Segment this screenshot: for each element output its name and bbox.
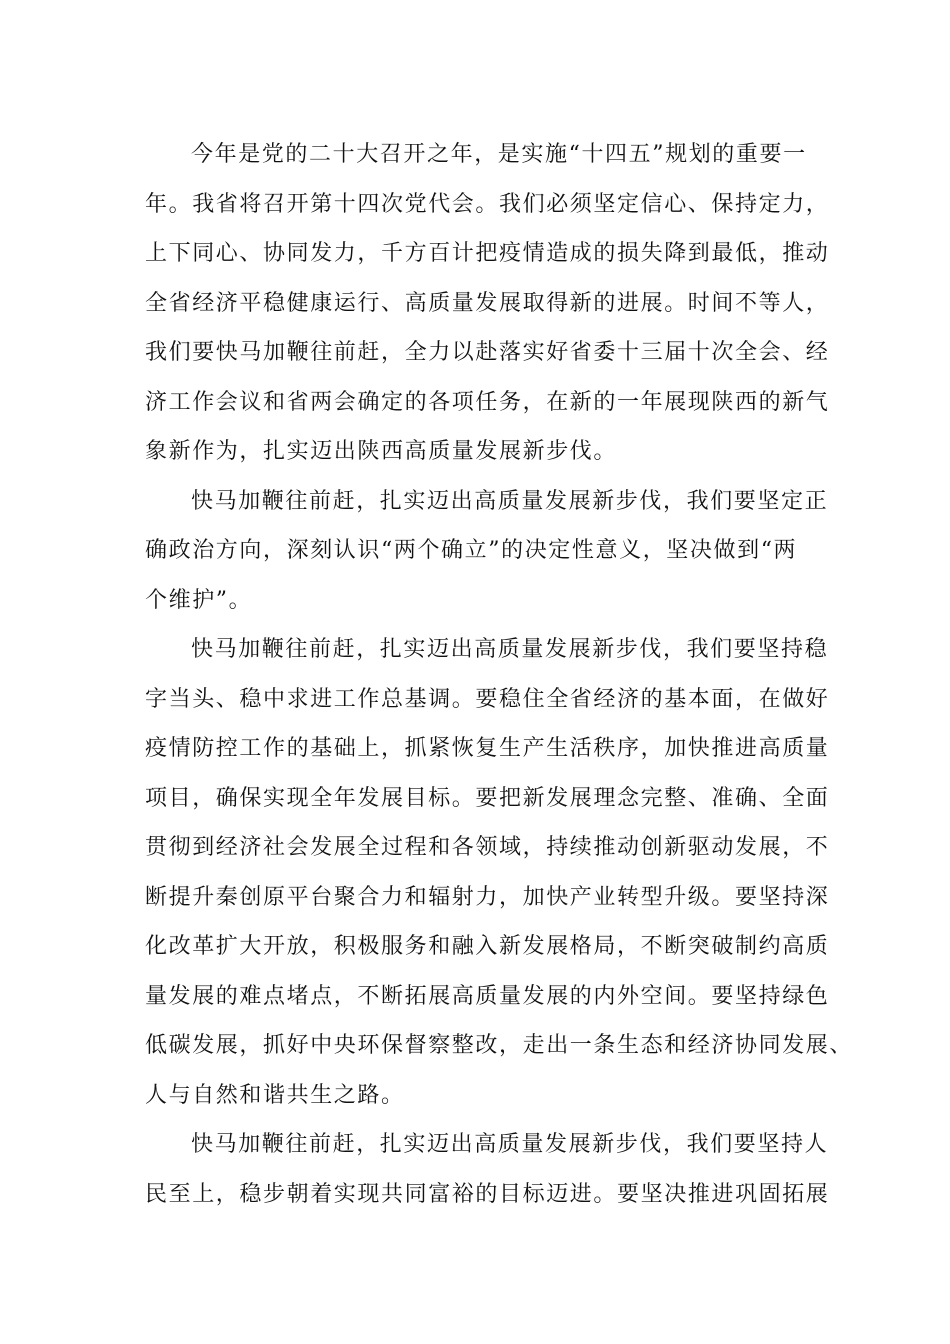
paragraph-line: 字当头、稳中求进工作总基调。要稳住全省经济的基本面，在做好: [145, 686, 830, 712]
paragraph-line: 人与自然和谐共生之路。: [145, 1082, 405, 1108]
paragraph-line: 贯彻到经济社会发展全过程和各领域，持续推动创新驱动发展，不: [145, 835, 830, 860]
paragraph-line: 量发展的难点堵点，不断拓展高质量发展的内外空间。要坚持绿色: [145, 983, 830, 1009]
paragraph-line: 年。我省将召开第十四次党代会。我们必须坚定信心、保持定力，: [145, 191, 830, 217]
paragraph-1: [145, 130, 830, 477]
paragraph-line: 我们要快马加鞭往前赶，全力以赴落实好省委十三届十次全会、经: [145, 340, 830, 365]
paragraph-line: 象新作为，扎实迈出陕西高质量发展新步伐。: [145, 439, 618, 464]
paragraph-line: 疫情防控工作的基础上，抓紧恢复生产生活秩序，加快推进高质量: [145, 736, 830, 761]
paragraph-line: 济工作会议和省两会确定的各项任务，在新的一年展现陕西的新气: [145, 389, 830, 415]
paragraph-2: [145, 477, 829, 626]
paragraph-4: [145, 1120, 830, 1219]
paragraph-3: [145, 625, 854, 1120]
paragraph-line: 化改革扩大开放，积极服务和融入新发展格局，不断突破制约高质: [145, 934, 830, 959]
paragraph-line: 快马加鞭往前赶，扎实迈出高质量发展新步伐，我们要坚持人: [191, 1132, 829, 1157]
paragraph-line: 民至上，稳步朝着实现共同富裕的目标迈进。要坚决推进巩固拓展: [145, 1181, 830, 1207]
paragraph-line: 确政治方向，深刻认识“两个确立”的决定性意义，坚决做到“两: [145, 538, 798, 563]
paragraph-line: 全省经济平稳健康运行、高质量发展取得新的进展。时间不等人，: [145, 290, 830, 316]
paragraph-line: 断提升秦创原平台聚合力和辐射力，加快产业转型升级。要坚持深: [145, 884, 830, 910]
document-body: [145, 130, 854, 1219]
paragraph-line: 低碳发展，抓好中央环保督察整改，走出一条生态和经济协同发展、: [145, 1033, 854, 1058]
paragraph-line: 项目，确保实现全年发展目标。要把新发展理念完整、准确、全面: [145, 785, 830, 811]
paragraph-line: 个维护”。: [145, 587, 253, 613]
paragraph-line: 快马加鞭往前赶，扎实迈出高质量发展新步伐，我们要坚定正: [191, 488, 829, 514]
paragraph-line: 上下同心、协同发力，千方百计把疫情造成的损失降到最低，推动: [145, 241, 830, 266]
paragraph-line: 快马加鞭往前赶，扎实迈出高质量发展新步伐，我们要坚持稳: [191, 637, 829, 662]
paragraph-line: 今年是党的二十大召开之年，是实施“十四五”规划的重要一: [191, 142, 807, 167]
